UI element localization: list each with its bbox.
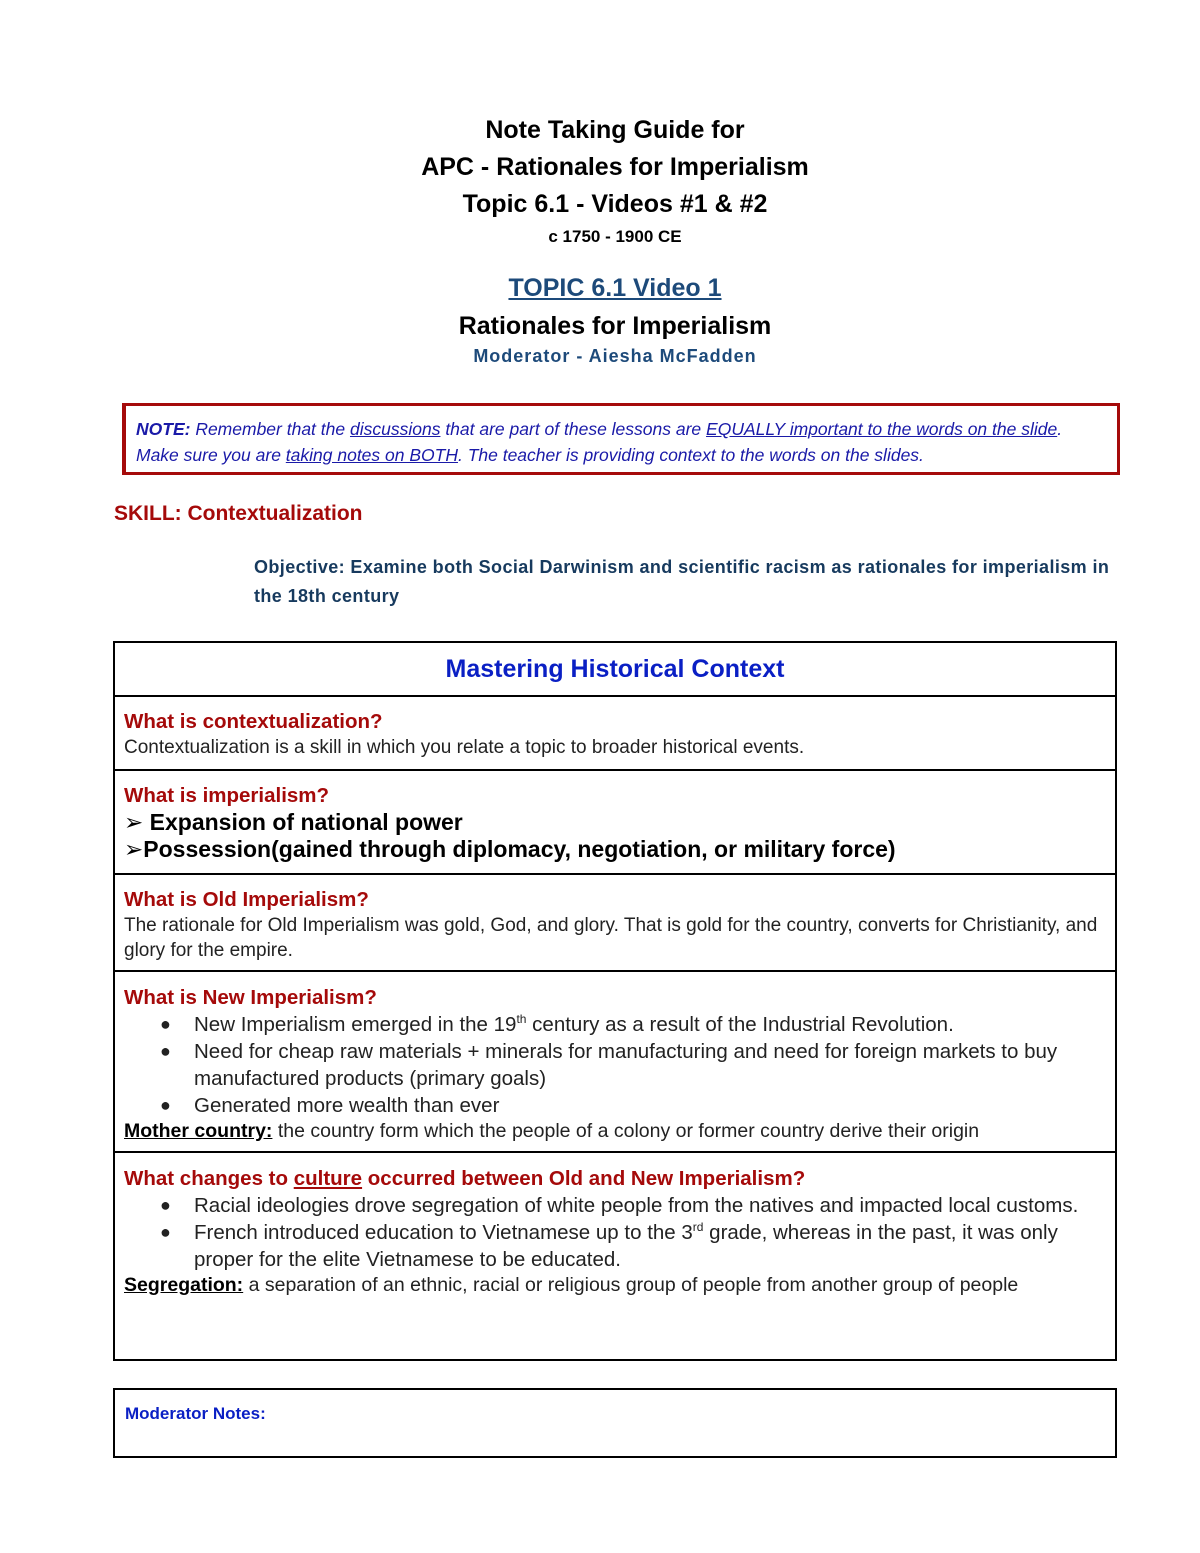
answer-point: ➢ Expansion of national power bbox=[124, 809, 463, 835]
table-row-culture bbox=[115, 1151, 1115, 1359]
definition-text: a separation of an ethnic, racial or religious group of people from another group of people bbox=[243, 1274, 1019, 1296]
item-text: grade, whereas in the past, it was only proper for the elite Vietnamese to be educated. bbox=[194, 1221, 1058, 1271]
bullet-icon: ● bbox=[160, 1014, 171, 1034]
bullet-icon: ● bbox=[160, 1095, 171, 1115]
section-title: Rationales for Imperialism bbox=[458, 312, 772, 340]
moderator-notes-label: Moderator Notes: bbox=[125, 1404, 266, 1423]
bullet-icon: ● bbox=[160, 1222, 171, 1242]
guide-title-line3: Topic 6.1 - Videos #1 & #2 bbox=[462, 190, 768, 218]
note-label: NOTE: bbox=[136, 419, 191, 439]
table-row-old-imperialism bbox=[115, 873, 1115, 970]
note-text: Remember that the bbox=[190, 419, 350, 439]
item-text: French introduced education to Vietnamese up to the 3 bbox=[194, 1221, 693, 1244]
item-text: Need for cheap raw materials + minerals for manufacturing and need for foreign markets to buy manufactured products (primary goals) bbox=[194, 1040, 1058, 1090]
answer: The rationale for Old Imperialism was gold, God, and glory. That is gold for the country, converts for Christianity, and glory for the empire. bbox=[124, 915, 1098, 961]
historical-context-table bbox=[113, 641, 1117, 1361]
table-row-imperialism bbox=[115, 769, 1115, 873]
question-text: occurred between Old and New Imperialism? bbox=[362, 1167, 806, 1190]
topic-video-link[interactable]: TOPIC 6.1 Video 1 bbox=[508, 274, 722, 302]
superscript: th bbox=[516, 1012, 527, 1027]
definition bbox=[124, 1273, 1106, 1298]
skill-label: SKILL: Contextualization bbox=[114, 502, 363, 525]
document-header bbox=[0, 112, 1200, 251]
table-row-contextualization bbox=[115, 695, 1115, 769]
question: What is New Imperialism? bbox=[124, 986, 377, 1009]
note-callout bbox=[122, 403, 1120, 475]
answer: Contextualization is a skill in which you relate a topic to broader historical events. bbox=[124, 737, 805, 758]
list-item bbox=[124, 1219, 1106, 1273]
definition-text: the country form which the people of a colony or former country derive their origin bbox=[272, 1120, 980, 1142]
definition bbox=[124, 1119, 1106, 1144]
question-emphasis: culture bbox=[293, 1167, 363, 1190]
bullet-list bbox=[124, 1192, 1106, 1273]
note-text: . Make sure you are bbox=[136, 419, 1063, 465]
superscript: rd bbox=[692, 1220, 704, 1235]
moderator-name: Moderator - Aiesha McFadden bbox=[473, 346, 757, 366]
note-text: that are part of these lessons are bbox=[440, 419, 707, 439]
guide-title-line2: APC - Rationales for Imperialism bbox=[421, 153, 809, 181]
question: What is Old Imperialism? bbox=[124, 888, 369, 911]
question-text: What changes to bbox=[124, 1167, 294, 1190]
list-item bbox=[124, 1192, 1106, 1219]
list-item bbox=[124, 1092, 1106, 1119]
note-text: . The teacher is providing context to the words on the slides. bbox=[457, 445, 924, 465]
question: What is imperialism? bbox=[124, 784, 330, 807]
question bbox=[124, 1166, 1106, 1192]
list-item bbox=[124, 1011, 1106, 1038]
term: Mother country: bbox=[124, 1120, 273, 1142]
guide-title-line1: Note Taking Guide for bbox=[485, 116, 745, 144]
note-discussions: discussions bbox=[349, 419, 441, 439]
list-item bbox=[124, 1038, 1106, 1092]
answer-point: ➢Possession(gained through diplomacy, negotiation, or military force) bbox=[124, 836, 896, 862]
bullet-list bbox=[124, 1011, 1106, 1119]
bullet-icon: ● bbox=[160, 1041, 171, 1061]
bullet-icon: ● bbox=[160, 1195, 171, 1215]
item-text: Racial ideologies drove segregation of white people from the natives and impacted local customs. bbox=[194, 1194, 1079, 1217]
item-text: Generated more wealth than ever bbox=[194, 1094, 500, 1117]
objective-text: Objective: Examine both Social Darwinism and scientific racism as rationales for imperialism in the 18th century bbox=[254, 557, 1110, 606]
table-row-new-imperialism bbox=[115, 970, 1115, 1151]
moderator-notes-box[interactable] bbox=[113, 1388, 1117, 1458]
date-range: c 1750 - 1900 CE bbox=[548, 227, 682, 246]
question: What is contextualization? bbox=[124, 710, 383, 733]
table-title: Mastering Historical Context bbox=[445, 654, 785, 683]
note-both: taking notes on BOTH bbox=[285, 445, 458, 465]
term: Segregation: bbox=[124, 1274, 244, 1296]
item-text: century as a result of the Industrial Revolution. bbox=[526, 1013, 954, 1036]
note-equally: EQUALLY important to the words on the slide bbox=[706, 419, 1058, 439]
item-text: New Imperialism emerged in the 19 bbox=[194, 1013, 517, 1036]
